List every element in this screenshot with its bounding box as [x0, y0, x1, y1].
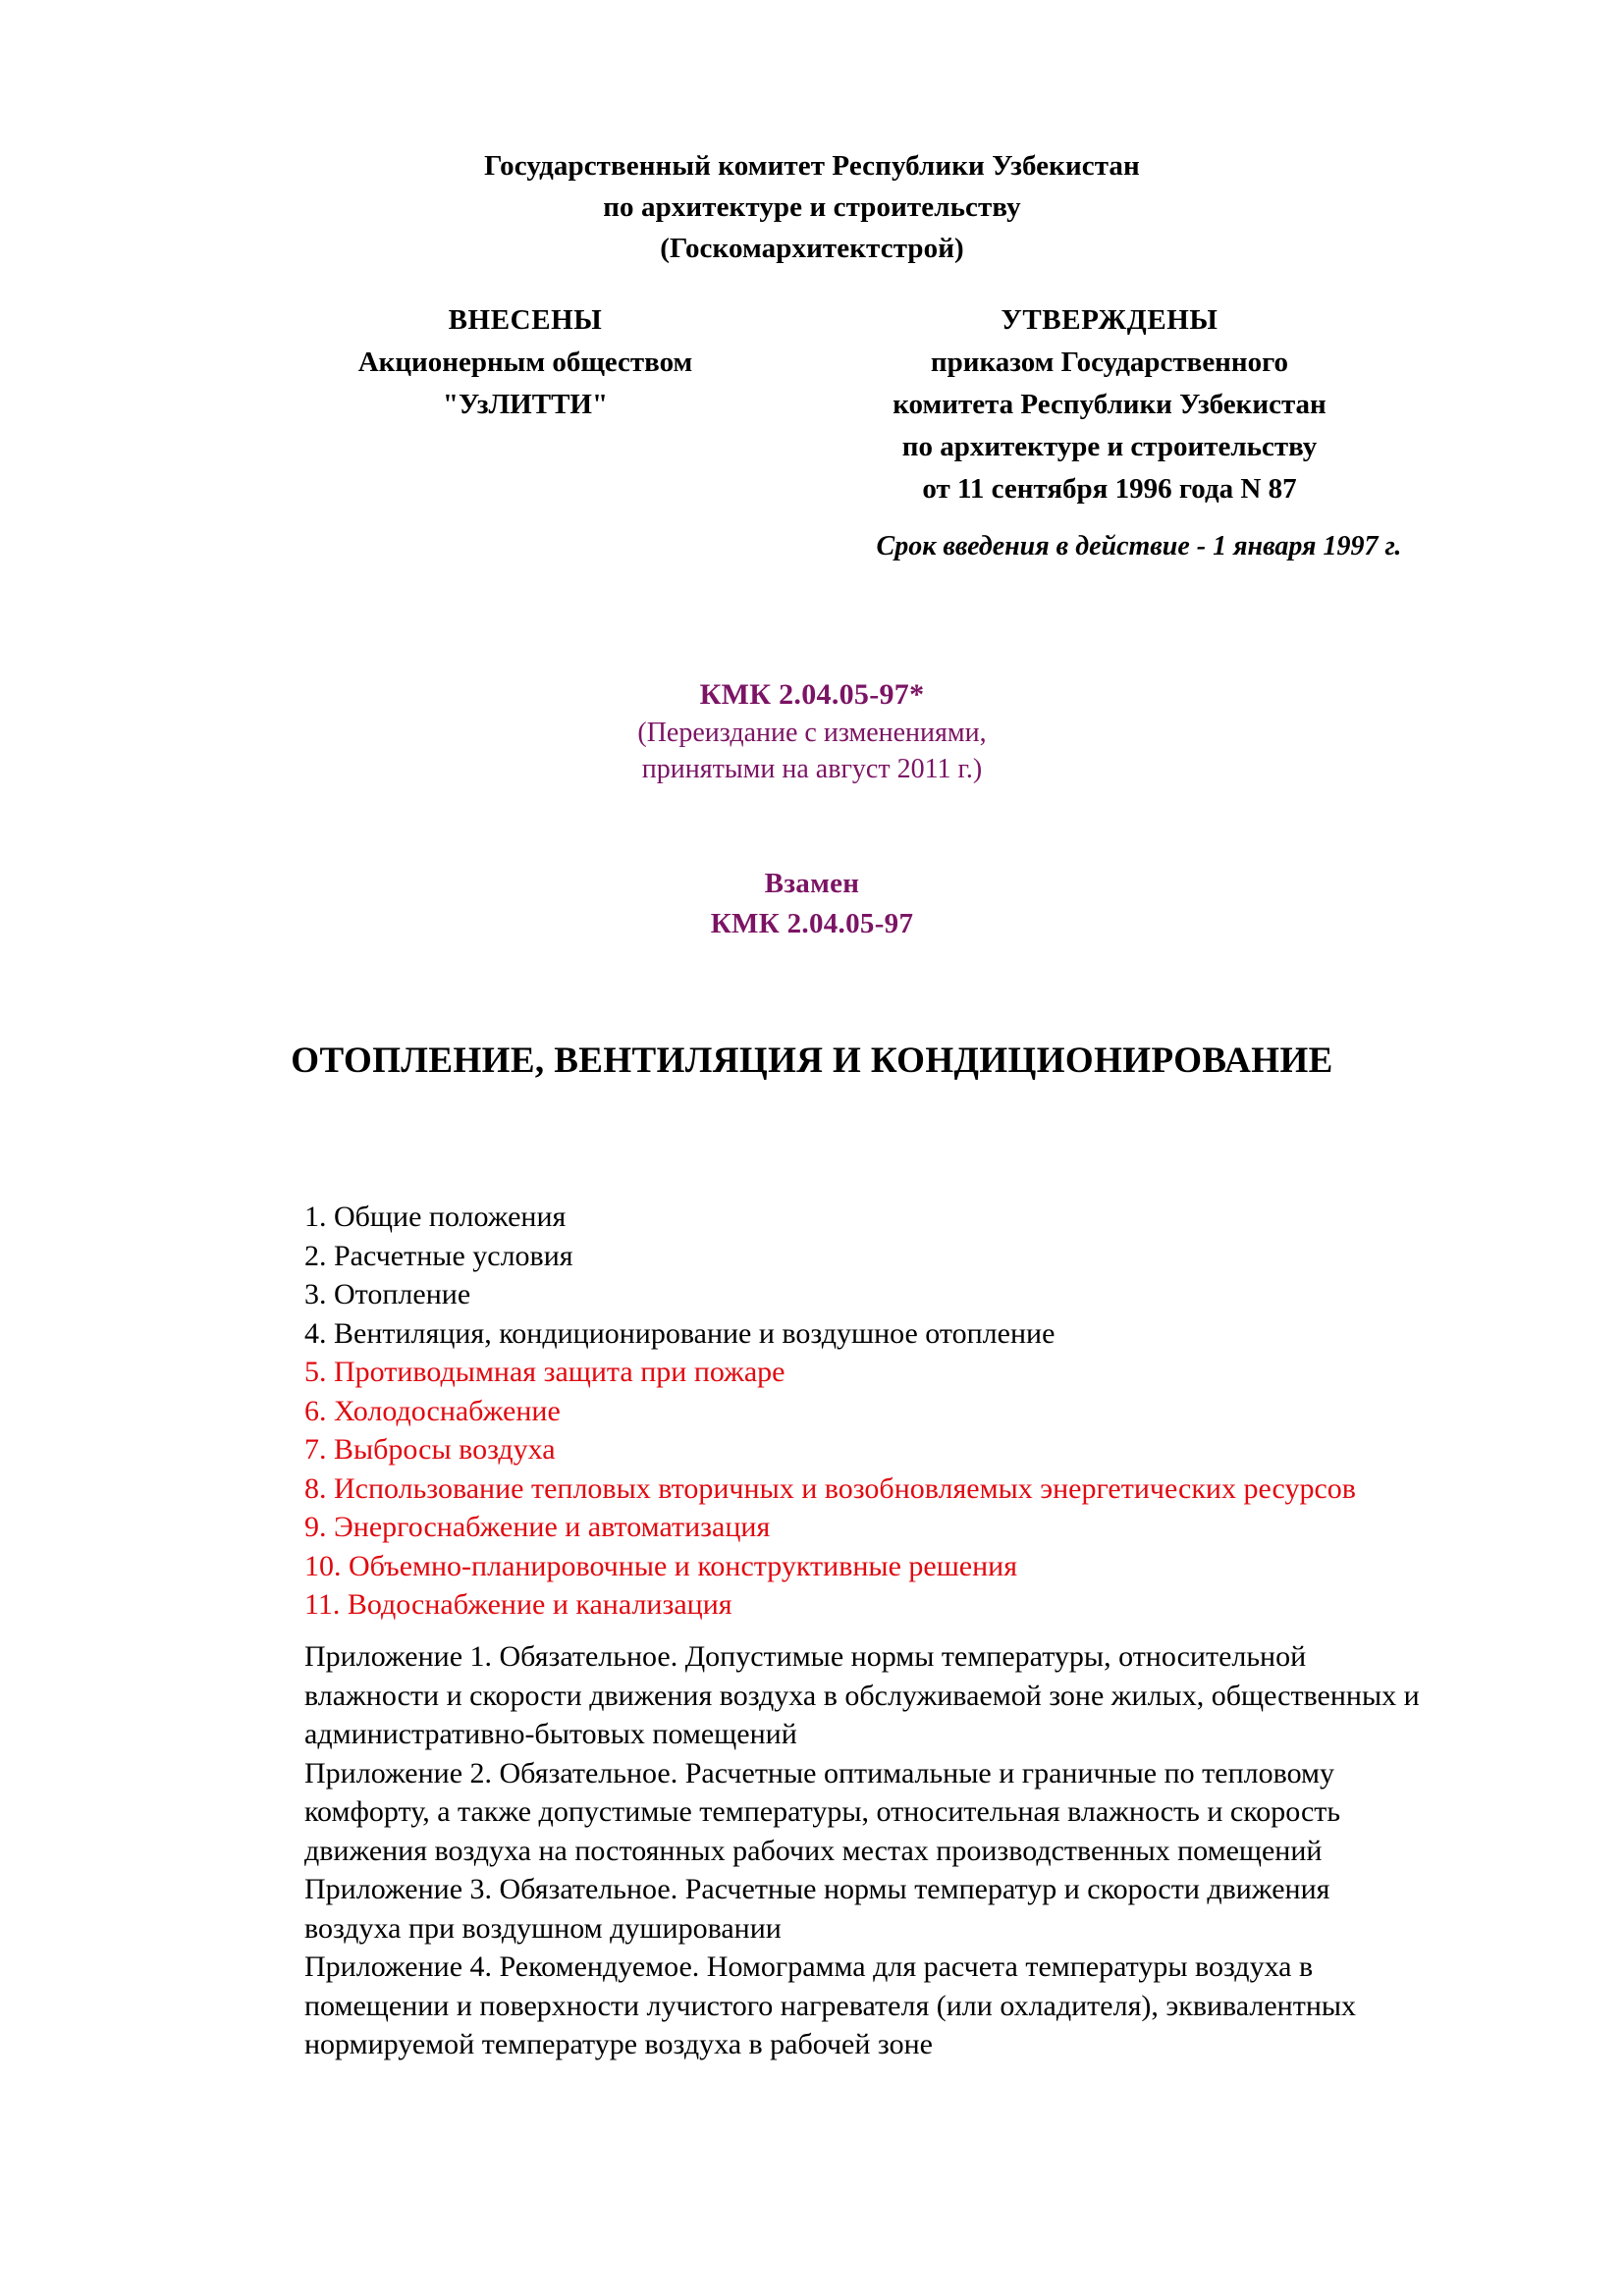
table-of-contents [304, 1198, 1502, 1625]
appendix-entry[interactable]: Приложение 1. Обязательное. Допустимые нормы температуры, относительной влажности и скорости движения воздуха в обслуживаемой зоне жилых, общественных и административно-бытовых помещений [304, 1640, 1420, 1750]
replaces-label: Взамен [764, 868, 860, 899]
toc-item[interactable]: 6. Холодоснабжение [304, 1394, 561, 1427]
submitted-by-column [250, 299, 800, 426]
effective-date: Срок введения в действие - 1 января 1997 г. [876, 531, 1402, 561]
org-header-line-2: по архитектуре и строительству [603, 191, 1021, 223]
appendix-entry[interactable]: Приложение 3. Обязательное. Расчетные нормы температур и скорости движения воздуха при воздушном душировании [304, 1873, 1330, 1945]
toc-item[interactable]: 9. Энергоснабжение и автоматизация [304, 1511, 771, 1543]
approved-by-line-2: комитета Республики Узбекистан [893, 389, 1326, 420]
submitted-by-line-1: Акционерным обществом [357, 347, 693, 378]
toc-item[interactable]: 7. Выбросы воздуха [304, 1433, 556, 1466]
toc-item[interactable]: 2. Расчетные условия [304, 1239, 573, 1272]
approved-by-heading: УТВЕРЖДЕНЫ [1001, 304, 1218, 336]
approved-by-column [810, 299, 1409, 510]
org-header-line-1: Государственный комитет Республики Узбекистан [484, 150, 1140, 182]
appendix-entry[interactable]: Приложение 2. Обязательное. Расчетные оптимальные и граничные по тепловому комфорту, а также допустимые температуры, относительная влажность и скорость движения воздуха на постоянных рабочих местах производственных помещений [304, 1756, 1341, 1867]
standard-code-block [0, 675, 1624, 787]
approval-block [0, 299, 1624, 510]
replaces-code: КМК 2.04.05-97 [710, 908, 914, 939]
approved-by-line-1: приказом Государственного [930, 347, 1289, 378]
standard-code-note-2: принятыми на август 2011 г.) [641, 754, 983, 784]
approved-by-line-3: по архитектуре и строительству [901, 431, 1318, 462]
toc-item[interactable]: 3. Отопление [304, 1278, 471, 1310]
toc-item[interactable]: 1. Общие положения [304, 1201, 567, 1233]
replaces-block [0, 864, 1624, 944]
toc-item[interactable]: 8. Использование тепловых вторичных и возобновляемых энергетических ресурсов [304, 1471, 1356, 1505]
appendix-list [304, 1637, 1434, 2064]
submitted-by-heading: ВНЕСЕНЫ [448, 304, 603, 336]
standard-code-note-1: (Переиздание с изменениями, [637, 718, 987, 748]
standard-code: КМК 2.04.05-97* [699, 678, 925, 711]
appendix-entry[interactable]: Приложение 4. Рекомендуемое. Номограмма для расчета температуры воздуха в помещении и поверхности лучистого нагревателя (или охладителя), эквивалентных нормируемой температуре воздуха в рабочей зоне [304, 1950, 1357, 2060]
toc-item[interactable]: 10. Объемно-планировочные и конструктивные решения [304, 1549, 1018, 1582]
toc-item[interactable]: 5. Противодымная защита при пожаре [304, 1356, 785, 1388]
org-header-line-3: (Госкомархитектстрой) [660, 233, 964, 264]
toc-item[interactable]: 11. Водоснабжение и канализация [304, 1588, 732, 1621]
approved-by-line-4: от 11 сентября 1996 года N 87 [922, 473, 1297, 505]
page-title: ОТОПЛЕНИЕ, ВЕНТИЛЯЦИЯ И КОНДИЦИОНИРОВАНИЕ [291, 1041, 1333, 1081]
organisation-header [0, 145, 1624, 269]
submitted-by-line-2: "УзЛИТТИ" [442, 389, 609, 420]
toc-item[interactable]: 4. Вентиляция, кондиционирование и воздушное отопление [304, 1316, 1056, 1350]
